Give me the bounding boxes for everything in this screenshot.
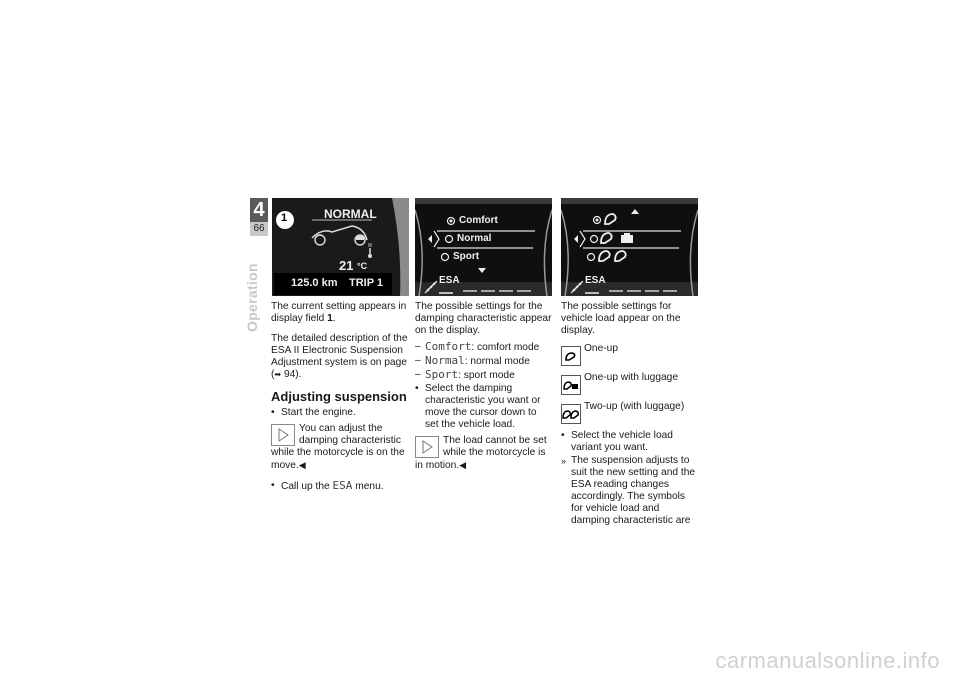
esa-label: ESA <box>439 275 460 286</box>
section-label: Operation <box>244 263 260 332</box>
display-load-menu <box>561 198 698 296</box>
display-marker: 1 <box>281 212 288 224</box>
watermark-text: carmanualsonline.info <box>715 648 940 673</box>
note-icon <box>415 436 439 458</box>
option-sport: Sport <box>453 251 480 262</box>
trip-label: TRIP 1 <box>349 277 384 289</box>
load-one-up-luggage: One-up with luggage <box>561 372 699 399</box>
rider-two-up-icon <box>561 404 581 424</box>
text-column-3 <box>561 301 699 527</box>
end-mark-icon: ◀ <box>298 460 306 470</box>
result-arrow-icon: » <box>561 456 567 466</box>
temperature-unit: °C <box>357 261 368 271</box>
end-mark-icon: ◀ <box>459 460 467 470</box>
list-item-comfort: – Comfort: comfort mode <box>415 340 540 353</box>
paragraph-load-intro: The possible settings for vehicle load appear on the display. <box>561 301 681 336</box>
option-normal: Normal <box>457 233 492 244</box>
rider-luggage-icon <box>561 375 581 395</box>
load-two-up: Two-up (with luggage) <box>561 401 699 428</box>
bullet-call-esa: • Call up the ESA menu. <box>271 479 384 492</box>
trip-distance: 125.0 km <box>291 277 338 289</box>
display-mode-text: NORMAL <box>324 207 377 221</box>
list-item-normal: – Normal: normal mode <box>415 354 530 367</box>
list-item-sport: – Sport: sport mode <box>415 368 515 381</box>
temperature-value: 21 <box>339 258 354 273</box>
bullet-start-engine: • Start the engine. <box>271 407 356 418</box>
section-heading: Adjusting suspension <box>271 389 407 404</box>
text-column-2 <box>415 301 552 480</box>
note-adjust-on-move: You can adjust the damping characteristic while the motorcycle is on the move.◀ <box>271 423 405 471</box>
display-damping-menu <box>415 198 552 296</box>
paragraph-damping-intro: The possible settings for the damping characteristic appear on the display. <box>415 301 552 336</box>
paragraph-current-setting: The current setting appears in display field 1. <box>271 301 407 324</box>
chapter-number: 4 <box>250 198 268 222</box>
bullet-select-damping: • Select the damping characteristic you want or move the cursor down to set the vehicle load. <box>415 383 541 430</box>
page-reference-arrow-icon: ➡ <box>274 370 282 379</box>
bullet-select-load: • Select the vehicle load variant you want. <box>561 430 673 453</box>
esa-label: ESA <box>585 275 606 286</box>
note-load-motion: The load cannot be set while the motorcycle is in motion.◀ <box>415 435 547 471</box>
page-number: 66 <box>250 222 268 236</box>
text-column-1 <box>271 301 409 494</box>
paragraph-description: The detailed description of the ESA II Electronic Suspension Adjustment system is on page (➡ 94). <box>271 333 408 380</box>
result-suspension-adjusts: » The suspension adjusts to suit the new setting and the ESA reading changes accordingly. The symbols for vehicle load and damping characteristic are <box>561 455 696 526</box>
load-one-up: One-up <box>561 343 699 370</box>
rider-one-up-icon <box>561 346 581 366</box>
option-comfort: Comfort <box>459 215 498 226</box>
display-normal-photo <box>272 198 409 296</box>
note-icon <box>271 424 295 446</box>
